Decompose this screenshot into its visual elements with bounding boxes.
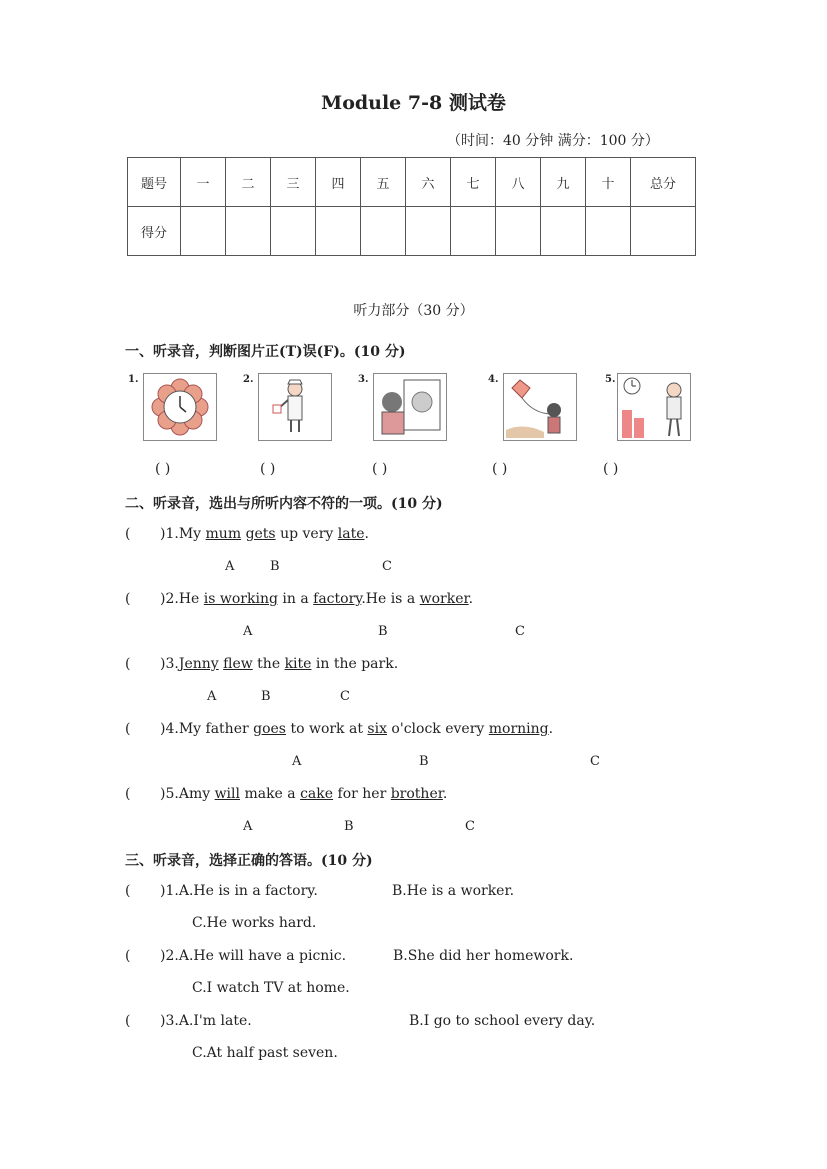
option-letter: C [590,754,600,769]
question-text [160,526,369,542]
option-b: B.I go to school every day. [409,1013,596,1029]
underlined-word: factory [313,591,362,607]
question-number: 2. [165,591,179,607]
underlined-word: brother [390,786,443,802]
question-row [125,883,130,899]
answer-blank-close: ) [160,883,166,899]
question-row [125,526,130,542]
option-a: A.He will have a picnic. [178,948,347,964]
sentence-text: for her [333,786,391,802]
option-letter: C [340,689,350,704]
question-text [160,721,553,737]
question-row [125,721,130,737]
answer-blank[interactable]: ( [125,656,131,672]
picture-number: 4. [488,374,499,385]
answer-blank-close: ) [160,656,166,672]
score-cell-header: 题号 [128,158,181,207]
picture-number: 5. [605,374,616,385]
question-row [125,1013,130,1029]
answer-blank[interactable]: ( [125,948,131,964]
option-letter: C [382,559,392,574]
question-row [160,948,346,964]
option-letter: B [378,624,388,639]
option-c: C.He works hard. [192,915,317,931]
option-letter: B [261,689,271,704]
option-c: C.At half past seven. [192,1045,338,1061]
picture-clock-flower [143,373,217,441]
sentence-text: o'clock every [386,721,489,737]
picture-clock-boy [617,373,691,441]
page-title: Module 7-8 测试卷 [321,92,506,114]
score-cell-header: 总分 [631,158,696,207]
score-cell-header: 一 [181,158,226,207]
question-row [125,591,130,607]
sentence-text: . [548,721,554,737]
option-letter: B [419,754,429,769]
question-row [160,883,318,899]
answer-blank[interactable]: ( ) [492,461,508,477]
answer-blank[interactable]: ( ) [260,461,276,477]
score-input-cell[interactable] [451,207,496,256]
question-number: 3. [165,1013,179,1029]
sentence-text: . [364,526,369,542]
question-row [125,786,130,802]
score-input-cell[interactable] [361,207,406,256]
option-a: A.He is in a factory. [178,883,318,899]
score-cell-header: 二 [226,158,271,207]
underlined-word: morning [488,721,549,737]
score-input-cell[interactable] [226,207,271,256]
option-letter: A [225,559,235,574]
question-text [160,591,473,607]
score-input-cell[interactable] [586,207,631,256]
kite-girl-icon [504,374,576,440]
option-letter: B [270,559,280,574]
question-number: 2. [165,948,179,964]
score-row-label: 得分 [128,207,181,256]
score-input-cell[interactable] [496,207,541,256]
sentence-text: in the park. [311,656,399,672]
sentence-text: in a [277,591,314,607]
underlined-word: late [337,526,365,542]
score-cell-header: 四 [316,158,361,207]
option-letter: B [344,819,354,834]
option-letter: C [515,624,525,639]
time-and-score-info: （时间：40 分钟 满分：100 分） [447,133,659,149]
question-number: 3. [165,656,179,672]
score-input-cell[interactable] [406,207,451,256]
option-letter: A [243,624,253,639]
sentence-text: . [442,786,448,802]
score-input-cell[interactable] [541,207,586,256]
sentence-text: .He is a [361,591,420,607]
sentence-text: up very [275,526,338,542]
score-cell-header: 五 [361,158,406,207]
answer-blank-close: ) [160,526,166,542]
question-text [160,786,447,802]
section3-title: 三、听录音，选择正确的答语。(10 分) [125,853,373,869]
question-text [160,656,398,672]
picture-painting-girl [373,373,447,441]
score-table-score-row [128,207,696,256]
clock-boy-icon [618,374,690,440]
underlined-word: worker [419,591,469,607]
picture-number: 3. [358,374,369,385]
score-cell-header: 九 [541,158,586,207]
score-input-cell[interactable] [316,207,361,256]
option-b: B.She did her homework. [393,948,574,964]
answer-blank[interactable]: ( ) [603,461,619,477]
question-number: 5. [165,786,179,802]
answer-blank[interactable]: ( ) [372,461,388,477]
underlined-word: mum [205,526,242,542]
sentence-text: My [178,526,206,542]
option-b: B.He is a worker. [392,883,515,899]
underlined-word: flew [223,656,253,672]
question-row [125,948,130,964]
underlined-word: cake [300,786,334,802]
score-cell-header: 六 [406,158,451,207]
section2-title: 二、听录音，选出与所听内容不符的一项。(10 分) [125,496,443,512]
answer-blank[interactable]: ( [125,526,131,542]
score-cell-header: 三 [271,158,316,207]
option-letter: A [207,689,217,704]
underlined-word: is working [203,591,278,607]
option-letter: A [243,819,253,834]
score-cell-header: 七 [451,158,496,207]
answer-blank-close: ) [160,591,166,607]
answer-blank[interactable]: ( [125,883,131,899]
answer-blank-close: ) [160,786,166,802]
sentence-text: the [252,656,285,672]
picture-kite-girl [503,373,577,441]
option-letter: C [465,819,475,834]
painting-girl-icon [374,374,446,440]
answer-blank-close: ) [160,721,166,737]
sentence-text: Amy [178,786,215,802]
option-c: C.I watch TV at home. [192,980,350,996]
sentence-text: make a [240,786,301,802]
nurse-icon [259,374,331,440]
question-row [125,656,130,672]
option-letter: A [292,754,302,769]
answer-blank-close: ) [160,1013,166,1029]
option-a: A.I'm late. [178,1013,252,1029]
answer-blank[interactable]: ( [125,786,131,802]
sentence-text: He [178,591,204,607]
answer-blank[interactable]: ( [125,721,131,737]
question-number: 4. [165,721,179,737]
score-table-header-row [128,158,696,207]
clock-flower-icon [144,374,216,440]
answer-blank[interactable]: ( [125,591,131,607]
answer-blank[interactable]: ( ) [155,461,171,477]
score-input-cell[interactable] [631,207,696,256]
score-table [127,157,696,256]
score-input-cell[interactable] [271,207,316,256]
listening-section-header: 听力部分（30 分） [353,303,474,319]
section1-title: 一、听录音，判断图片正(T)误(F)。(10 分) [125,344,406,360]
score-cell-header: 八 [496,158,541,207]
sentence-text: to work at [286,721,368,737]
answer-blank[interactable]: ( [125,1013,131,1029]
picture-number: 2. [243,374,254,385]
underlined-word: kite [284,656,312,672]
sentence-text: My father [178,721,254,737]
question-number: 1. [165,526,179,542]
score-input-cell[interactable] [181,207,226,256]
underlined-word: Jenny [178,656,219,672]
sentence-text: . [468,591,474,607]
answer-blank-close: ) [160,948,166,964]
score-cell-header: 十 [586,158,631,207]
picture-nurse [258,373,332,441]
underlined-word: will [214,786,240,802]
underlined-word: goes [253,721,286,737]
picture-number: 1. [128,374,139,385]
underlined-word: gets [245,526,276,542]
question-row [160,1013,252,1029]
underlined-word: six [367,721,387,737]
question-number: 1. [165,883,179,899]
